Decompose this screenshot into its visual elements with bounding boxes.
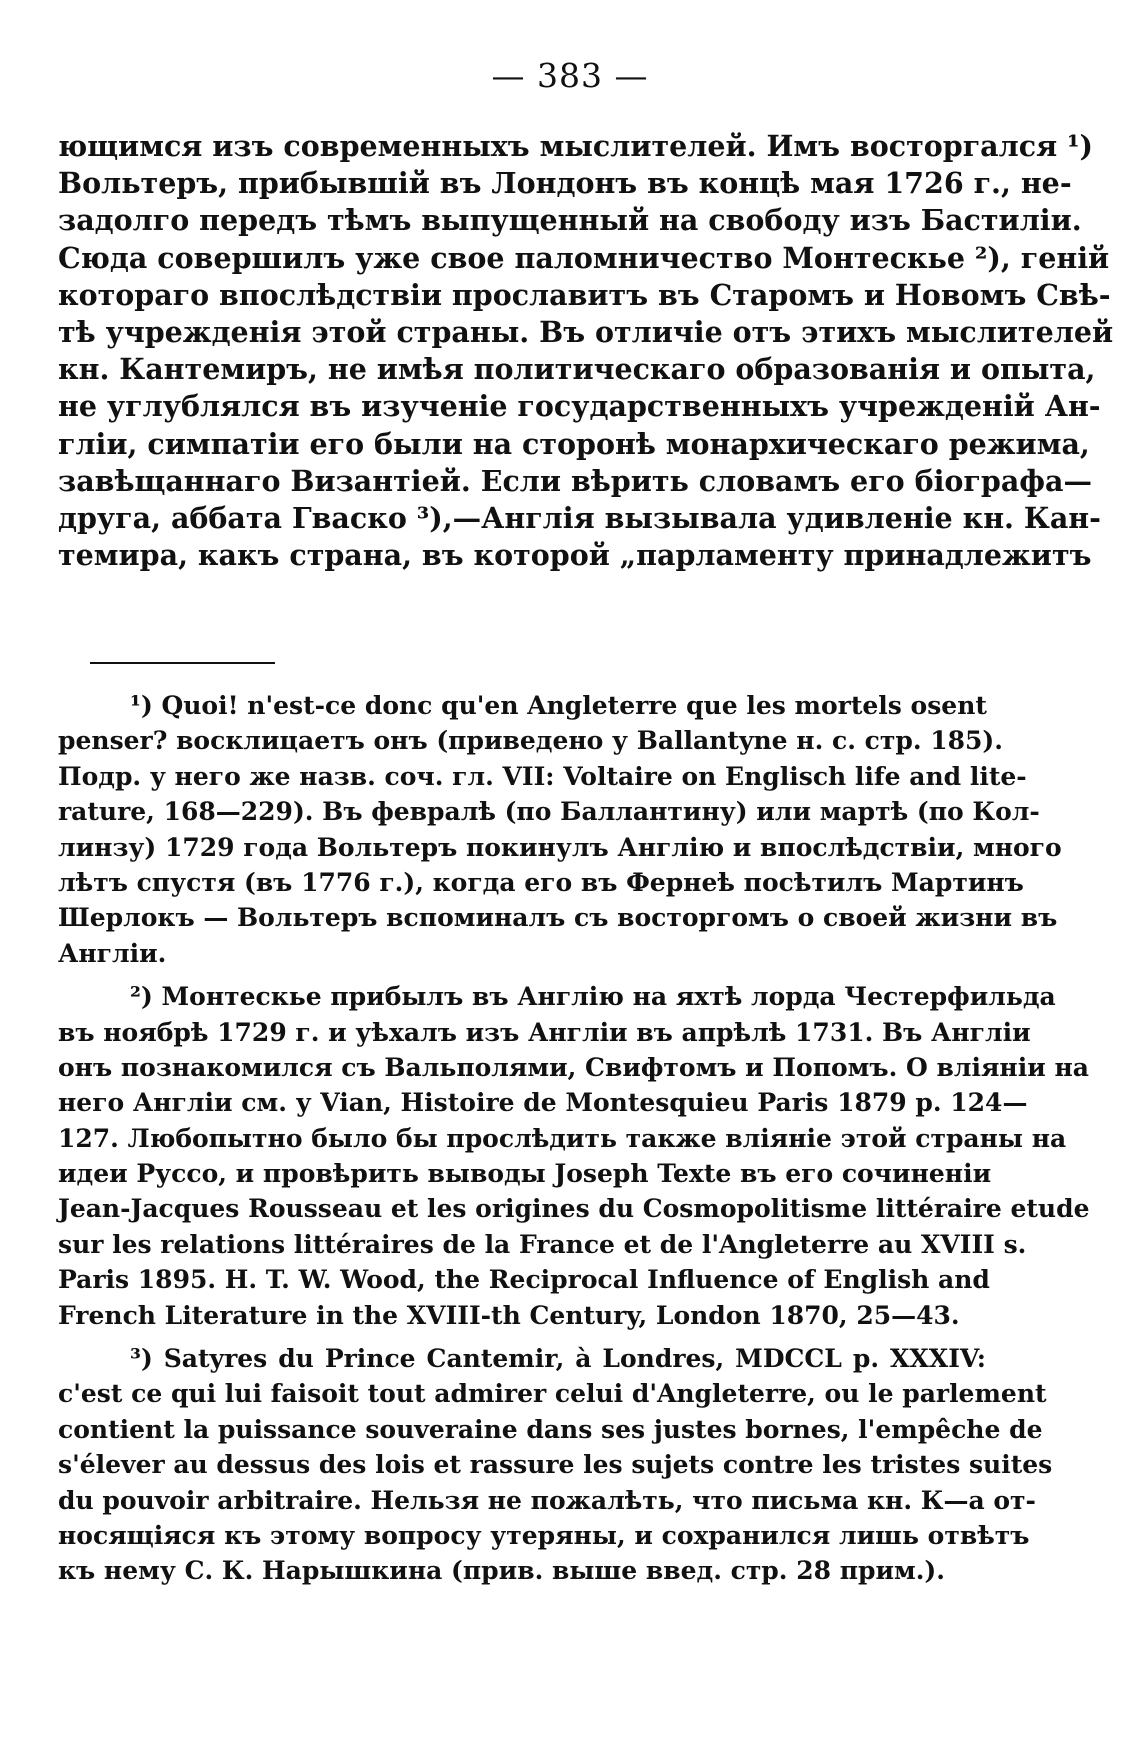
footnote-line: sur les relations littéraires de la France et de l'Angleterre au XVIII s. [58, 1229, 1027, 1259]
footnote-1 [58, 688, 1062, 971]
footnote-line: du pouvoir arbitraire. Нельзя не пожалѣть, что письма кн. К—а от- [58, 1485, 1036, 1515]
footnote-line: ²) Монтескье прибылъ въ Англію на яхтѣ лорда Честерфильда [130, 982, 1056, 1012]
footnote-line: penser? восклицаетъ онъ (приведено у Ballantyne н. с. стр. 185). [58, 726, 1003, 756]
text-line: ющимся изъ современныхъ мыслителей. Имъ восторгался ¹) [58, 129, 1094, 163]
footnote-line: носящіяся къ этому вопросу утеряны, и сохранился лишь отвѣтъ [58, 1520, 1030, 1550]
footnote-3 [58, 1341, 1053, 1589]
footnote-line: c'est ce qui lui faisoit tout admirer celui d'Angleterre, ou le parlement [58, 1379, 1047, 1409]
footnote-line: 127. Любопытно было бы прослѣдить также вліяніе этой страны на [58, 1123, 1067, 1153]
footnote-line: въ ноябрѣ 1729 г. и уѣхалъ изъ Англіи въ апрѣлѣ 1731. Въ Англіи [58, 1017, 1031, 1047]
text-line: друга, аббата Гваско ³),—Англія вызывала удивленіе кн. Кан- [58, 500, 1101, 535]
text-line: не углублялся въ изученіе государственныхъ учрежденій Ан- [58, 389, 1101, 424]
footnote-line: rature, 168—229). Въ февралѣ (по Баллантину) или мартѣ (по Кол- [58, 797, 1040, 827]
text-line: темира, какъ страна, въ которой „парламенту принадлежитъ [58, 538, 1092, 573]
footnote-line: Paris 1895. H. T. W. Wood, the Reciprocal Influence of English and [58, 1265, 990, 1295]
text-line: Сюда совершилъ уже свое паломничество Монтескье ²), геній [58, 240, 1110, 275]
text-line: завѣщаннаго Византіей. Если вѣрить словамъ его біографа— [58, 463, 1092, 498]
footnotes [58, 688, 1090, 1589]
footnote-line: ¹) Quoi! n'est-ce donc qu'en Angleterre que les mortels osent [130, 691, 987, 720]
text-line: Вольтеръ, прибывшій въ Лондонъ въ концѣ мая 1726 г., не- [58, 166, 1072, 201]
footnote-line: къ нему С. К. Нарышкина (прив. выше введ. стр. 28 прим.). [58, 1556, 945, 1586]
text-line: кн. Кантемиръ, не имѣя политическаго образованія и опыта, [58, 352, 1096, 387]
footnote-line: него Англіи см. у Vian, Histoire de Montesquieu Paris 1879 p. 124— [58, 1088, 1028, 1118]
footnote-line: Англіи. [58, 938, 167, 968]
footnote-line: онъ познакомился съ Вальполями, Свифтомъ и Попомъ. О вліяніи на [58, 1052, 1089, 1082]
footnote-line: Шерлокъ — Вольтеръ вспоминалъ съ восторгомъ о своей жизни въ [58, 903, 1058, 933]
text-line: тѣ учрежденія этой страны. Въ отличіе отъ этихъ мыслителей [58, 314, 1114, 349]
text-line: котораго впослѣдствіи прославитъ въ Старомъ и Новомъ Свѣ- [58, 277, 1111, 312]
footnote-line: Jean-Jacques Rousseau et les origines du Cosmopolitisme littéraire etude [58, 1194, 1090, 1224]
main-text [58, 128, 1114, 574]
footnote-line: лѣтъ спустя (въ 1776 г.), когда его въ Фернеѣ посѣтилъ Мартинъ [58, 867, 1024, 897]
footnote-line: ³) Satyres du Prince Cantemir, à Londres, MDCCL p. XXXIV: [130, 1344, 986, 1374]
footnote-line: идеи Руссо, и провѣрить выводы Joseph Texte въ его сочиненіи [58, 1159, 992, 1189]
footnote-line: French Literature in the XVIII-th Century, London 1870, 25—43. [58, 1300, 960, 1330]
page-number: — 383 — [491, 56, 649, 95]
text-line: гліи, симпатіи его были на сторонѣ монархическаго режима, [58, 426, 1090, 461]
text-line: задолго передъ тѣмъ выпущенный на свободу изъ Бастиліи. [58, 203, 1082, 238]
footnote-line: линзу) 1729 года Вольтеръ покинулъ Англію и впослѣдствіи, много [58, 832, 1062, 862]
footnote-line: contient la puissance souveraine dans ses justes bornes, l'empêche de [58, 1414, 1043, 1444]
footnote-2 [58, 979, 1090, 1333]
footnote-separator [90, 662, 275, 664]
footnote-line: s'élever au dessus des lois et rassure les sujets contre les tristes suites [58, 1450, 1053, 1480]
footnote-line: Подр. у него же назв. соч. гл. VII: Voltaire on Englisch life and lite- [58, 761, 1027, 791]
